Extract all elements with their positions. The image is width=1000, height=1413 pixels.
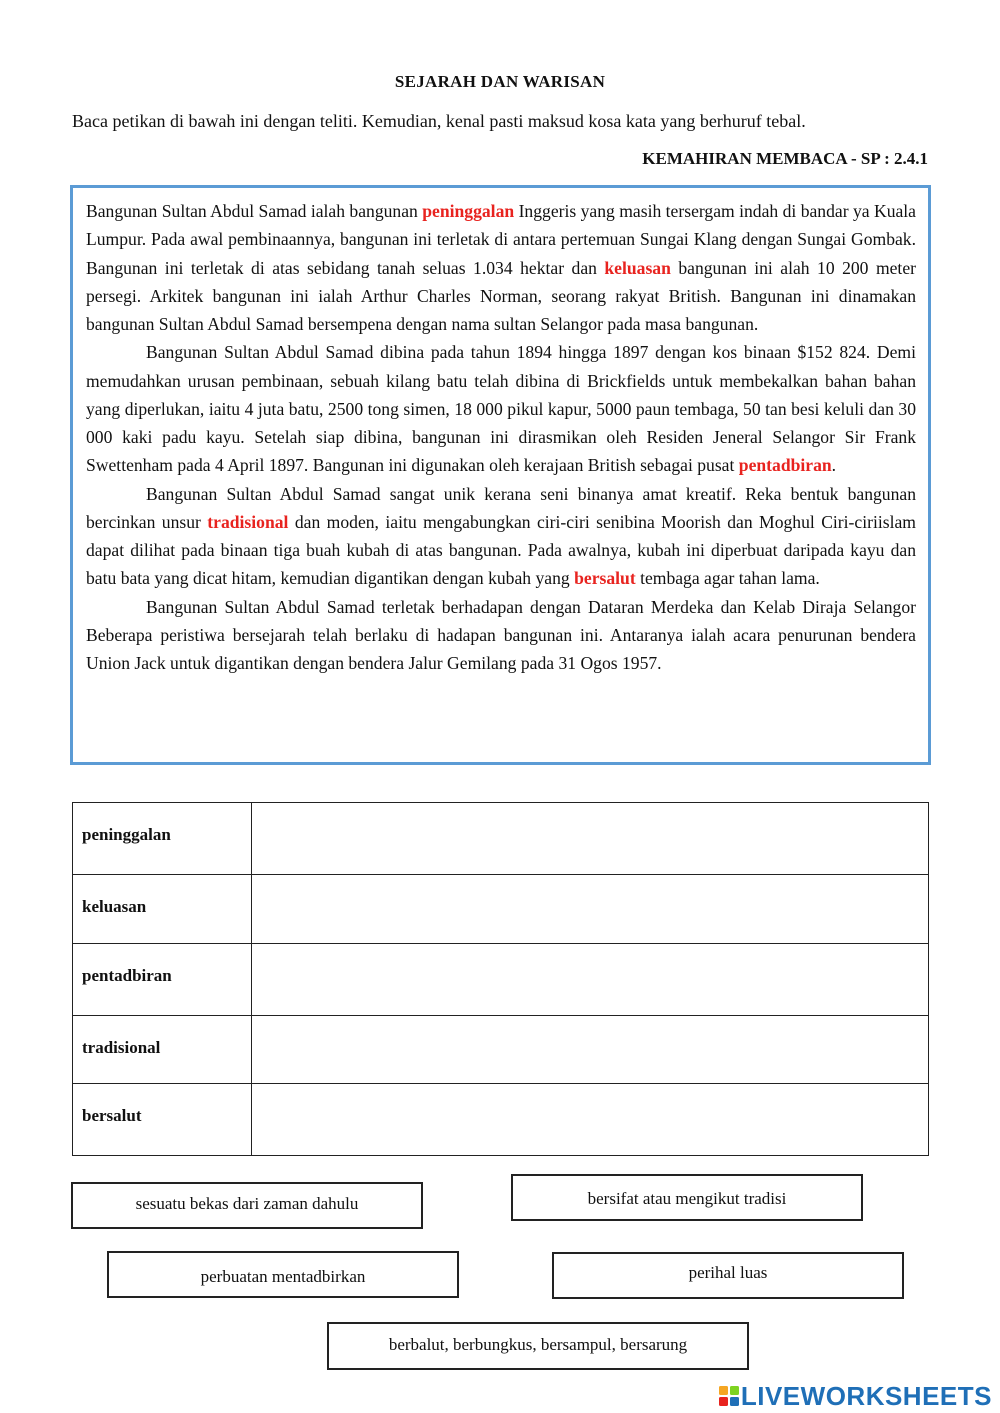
logo-block-2 xyxy=(730,1386,739,1395)
vocab-word-cell xyxy=(73,1084,252,1156)
vocab-word-cell xyxy=(73,803,252,875)
passage-text: . xyxy=(831,455,837,476)
answer-drop-zone[interactable] xyxy=(252,803,929,875)
logo-block-3 xyxy=(719,1397,728,1406)
keyword-bersalut: bersalut xyxy=(574,568,636,589)
reading-passage xyxy=(70,185,931,765)
keyword-peninggalan: peninggalan xyxy=(422,201,515,221)
passage-text: Inggeris yang masih tersergam indah di bandar ya Kuala Lumpur. Pada awal pembinaannya, bangunan ini terletak di antara pertemuan Sungai Klang dengan Sungai Gombak. Bangunan ini terletak di atas sebidang tanah seluas 1.034 hektar dan xyxy=(86,201,916,278)
logo-block-1 xyxy=(719,1386,728,1395)
keyword-pentadbiran: pentadbiran xyxy=(738,455,832,476)
answer-drop-zone[interactable] xyxy=(252,944,929,1016)
answer-drop-zone[interactable] xyxy=(252,1016,929,1084)
passage-text: dan moden, iaitu mengabungkan ciri-ciri senibina Moorish dan Moghul Ciri-ciriislam dapat dilihat pada binaan tiga buah kubah di atas bangunan. Pada awalnya, kubah ini diperbuat daripada kayu dan batu bata yang dicat hitam, kemudian digantikan dengan kubah yang xyxy=(86,511,916,589)
draggable-answer-card[interactable]: perbuatan mentadbirkan xyxy=(107,1251,459,1298)
logo-block-4 xyxy=(730,1397,739,1406)
passage-text: Bangunan Sultan Abdul Samad sangat unik kerana seni binanya amat kreatif. Reka bentuk bangunan bercinkan unsur xyxy=(86,483,916,532)
draggable-answer-card[interactable]: berbalut, berbungkus, bersampul, bersarung xyxy=(327,1322,749,1370)
table-row xyxy=(73,875,929,944)
draggable-answer-card[interactable]: bersifat atau mengikut tradisi xyxy=(511,1174,863,1221)
answer-drop-zone[interactable] xyxy=(252,875,929,944)
passage-text: tembaga agar tahan lama. xyxy=(635,568,820,589)
keyword-keluasan: keluasan xyxy=(604,257,671,278)
instruction-text: Baca petikan di bawah ini dengan teliti. Kemudian, kenal pasti maksud kosa kata yang berhuruf tebal. xyxy=(72,111,806,131)
page-title: SEJARAH DAN WARISAN xyxy=(394,72,606,91)
vocab-word: pentadbiran xyxy=(82,966,172,985)
table-row xyxy=(73,803,929,875)
passage-text: bangunan ini alah 10 200 meter persegi. Arkitek bangunan ini ialah Arthur Charles Norman, seorang rakyat British. Bangunan ini dinamakan bangunan Sultan Abdul Samad bersempena dengan nama sultan Selangor pada masa bangunan. xyxy=(86,257,916,334)
vocab-word-cell xyxy=(73,1016,252,1084)
vocab-word: bersalut xyxy=(82,1106,142,1125)
passage-paragraph-4 xyxy=(86,593,916,678)
table-row xyxy=(73,1084,929,1156)
draggable-answer-card[interactable]: perihal luas xyxy=(552,1252,904,1299)
passage-text: Bangunan Sultan Abdul Samad terletak berhadapan dengan Dataran Merdeka dan Kelab Diraja Selangor Beberapa peristiwa bersejarah telah berlaku di hadapan bangunan ini. Antaranya ialah acara penurunan bendera Union Jack untuk digantikan dengan bendera Jalur Gemilang pada 31 Ogos 1957. xyxy=(86,596,916,673)
vocab-word: peninggalan xyxy=(82,825,171,844)
vocab-word-cell xyxy=(73,944,252,1016)
vocab-word: tradisional xyxy=(82,1038,161,1057)
liveworksheets-watermark xyxy=(718,1381,992,1411)
table-row xyxy=(73,944,929,1016)
passage-paragraph-3 xyxy=(86,480,916,593)
answer-table xyxy=(72,802,929,1156)
skill-label: KEMAHIRAN MEMBACA - SP : 2.4.1 xyxy=(642,149,928,168)
vocab-word: keluasan xyxy=(82,897,147,916)
watermark-text: LIVEWORKSHEETS xyxy=(740,1380,992,1411)
draggable-answer-card[interactable]: sesuatu bekas dari zaman dahulu xyxy=(71,1182,423,1229)
passage-text: Bangunan Sultan Abdul Samad ialah bangunan xyxy=(86,201,423,221)
passage-paragraph-1 xyxy=(86,197,916,338)
vocab-word-cell xyxy=(73,875,252,944)
passage-text: Bangunan Sultan Abdul Samad dibina pada tahun 1894 hingga 1897 dengan kos binaan $152 824. Demi memudahkan urusan pembinaan, sebuah kilang batu telah dibina di Brickfields untuk membekalkan bahan bahan yang diperlukan, iaitu 4 juta batu, 2500 tong simen, 18 000 pikul kapur, 5000 paun tembaga, 50 tan besi keluli dan 30 000 kaki padu kayu. Setelah siap dibina, bangunan ini dirasmikan oleh Residen Jeneral Selangor Sir Frank Swettenham pada 4 April 1897. Bangunan ini digunakan oleh kerajaan British sebagai pusat xyxy=(86,342,916,476)
liveworksheets-logo-icon xyxy=(718,1385,740,1407)
answer-drop-zone[interactable] xyxy=(252,1084,929,1156)
keyword-tradisional: tradisional xyxy=(207,511,289,532)
table-row xyxy=(73,1016,929,1084)
passage-paragraph-2 xyxy=(86,338,916,479)
